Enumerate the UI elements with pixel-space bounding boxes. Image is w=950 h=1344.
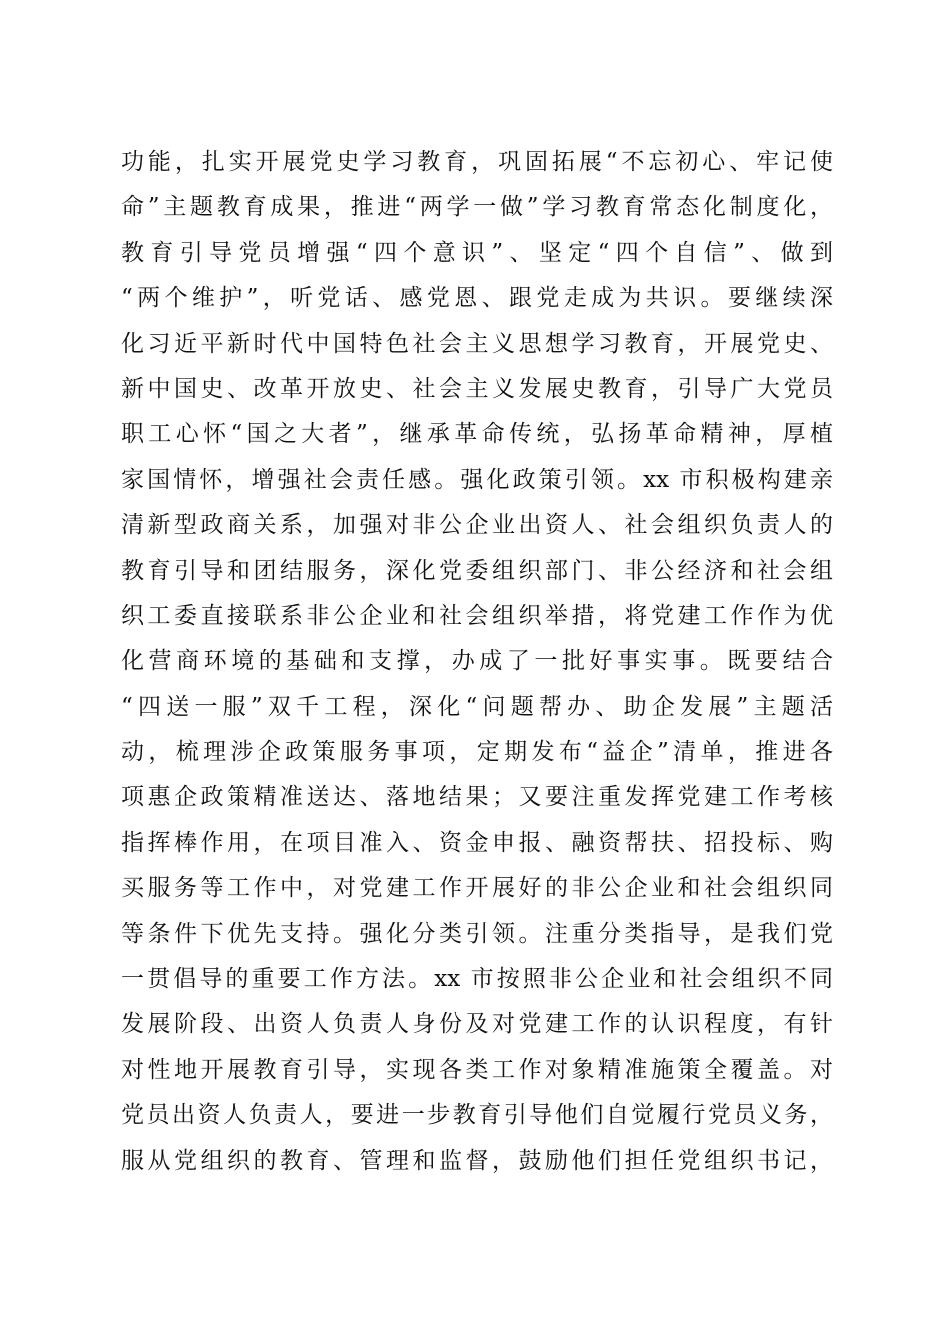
text-line: 指挥棒作用，在项目准入、资金申报、融资帮扶、招投标、购	[121, 829, 833, 856]
text-line: 一贯倡导的重要工作方法。xx 市按照非公企业和社会组织不同	[121, 966, 833, 993]
text-line: 化营商环境的基础和支撑，办成了一批好事实事。既要结合	[121, 648, 833, 675]
text-line: 家国情怀，增强社会责任感。强化政策引领。xx 市积极构建亲	[121, 466, 833, 493]
text-line: “两个维护”，听党话、感党恩、跟党走成为共识。要继续深	[121, 285, 833, 312]
text-line: 发展阶段、出资人负责人身份及对党建工作的认识程度，有针	[121, 1011, 833, 1038]
text-line: 命”主题教育成果，推进“两学一做”学习教育常态化制度化，	[121, 194, 833, 221]
text-line: 对性地开展教育引导，实现各类工作对象精准施策全覆盖。对	[121, 1056, 833, 1083]
text-line: “四送一服”双千工程，深化“问题帮办、助企发展”主题活	[121, 693, 833, 720]
text-line: 教育引导和团结服务，深化党委组织部门、非公经济和社会组	[121, 557, 833, 584]
text-line: 功能，扎实开展党史学习教育，巩固拓展“不忘初心、牢记使	[121, 149, 833, 175]
text-line: 动，梳理涉企政策服务事项，定期发布“益企”清单，推进各	[121, 739, 833, 766]
text-line: 化习近平新时代中国特色社会主义思想学习教育，开展党史、	[121, 330, 833, 357]
text-line: 等条件下优先支持。强化分类引领。注重分类指导，是我们党	[121, 920, 833, 947]
text-line: 党员出资人负责人，要进一步教育引导他们自觉履行党员义务，	[121, 1102, 833, 1129]
text-line: 教育引导党员增强“四个意识”、坚定“四个自信”、做到	[121, 239, 833, 266]
text-line: 新中国史、改革开放史、社会主义发展史教育，引导广大党员	[121, 375, 833, 402]
text-line: 清新型政商关系，加强对非公企业出资人、社会组织负责人的	[121, 512, 833, 539]
text-line: 职工心怀“国之大者”，继承革命传统，弘扬革命精神，厚植	[121, 421, 833, 448]
text-line: 买服务等工作中，对党建工作开展好的非公企业和社会组织同	[121, 875, 833, 902]
text-line: 服从党组织的教育、管理和监督，鼓励他们担任党组织书记，	[121, 1147, 833, 1174]
text-line: 织工委直接联系非公企业和社会组织举措，将党建工作作为优	[121, 602, 833, 629]
body-paragraph	[121, 140, 833, 1184]
text-line: 项惠企政策精准送达、落地结果；又要注重发挥党建工作考核	[121, 784, 833, 811]
